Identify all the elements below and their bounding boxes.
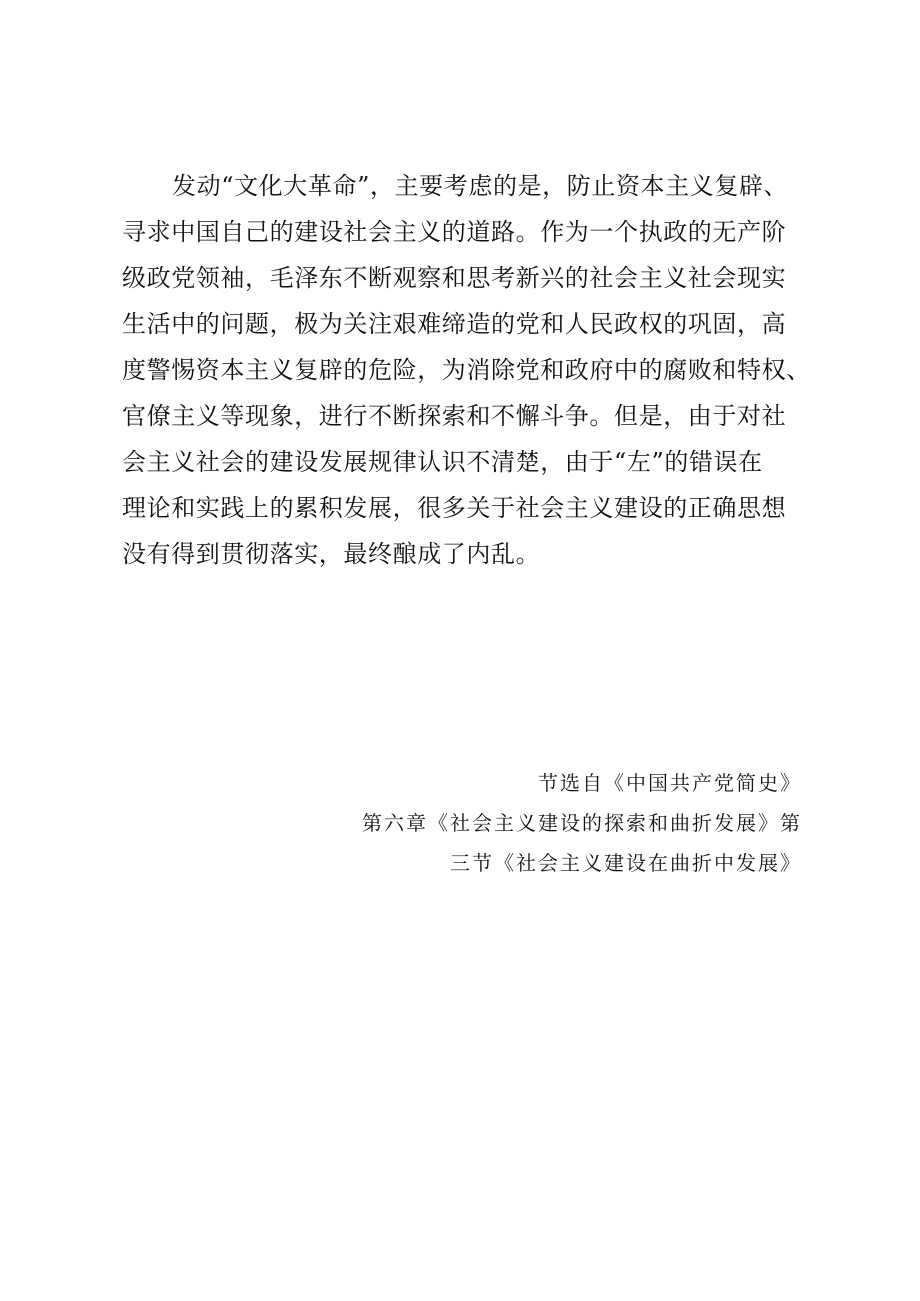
paragraph-line: 官僚主义等现象，进行不断探索和不懈斗争。但是，由于对社 [122,402,787,430]
paragraph-line: 生活中的问题，极为关注艰难缔造的党和人民政权的巩固，高 [122,310,787,338]
body-paragraph [122,163,812,577]
paragraph-line: 没有得到贯彻落实，最终酿成了内乱。 [122,540,541,568]
citation-line: 第六章《社会主义建设的探索和曲折发展》第 [362,811,802,835]
paragraph-line: 寻求中国自己的建设社会主义的道路。作为一个执政的无产阶 [122,218,787,246]
paragraph-line: 发动“文化大革命”，主要考虑的是，防止资本主义复辟、 [172,172,789,200]
paragraph-line: 会主义社会的建设发展规律认识不清楚，由于“左”的错误在 [122,448,763,476]
paragraph-line: 理论和实践上的累积发展，很多关于社会主义建设的正确思想 [122,494,787,522]
paragraph-line: 级政党领袖，毛泽东不断观察和思考新兴的社会主义社会现实 [122,264,787,292]
paragraph-line: 度警惕资本主义复辟的危险，为消除党和政府中的腐败和特权、 [122,356,811,384]
source-citation [362,763,802,883]
citation-line: 节选自《中国共产党简史》 [538,771,802,795]
citation-line: 三节《社会主义建设在曲折中发展》 [450,851,802,875]
